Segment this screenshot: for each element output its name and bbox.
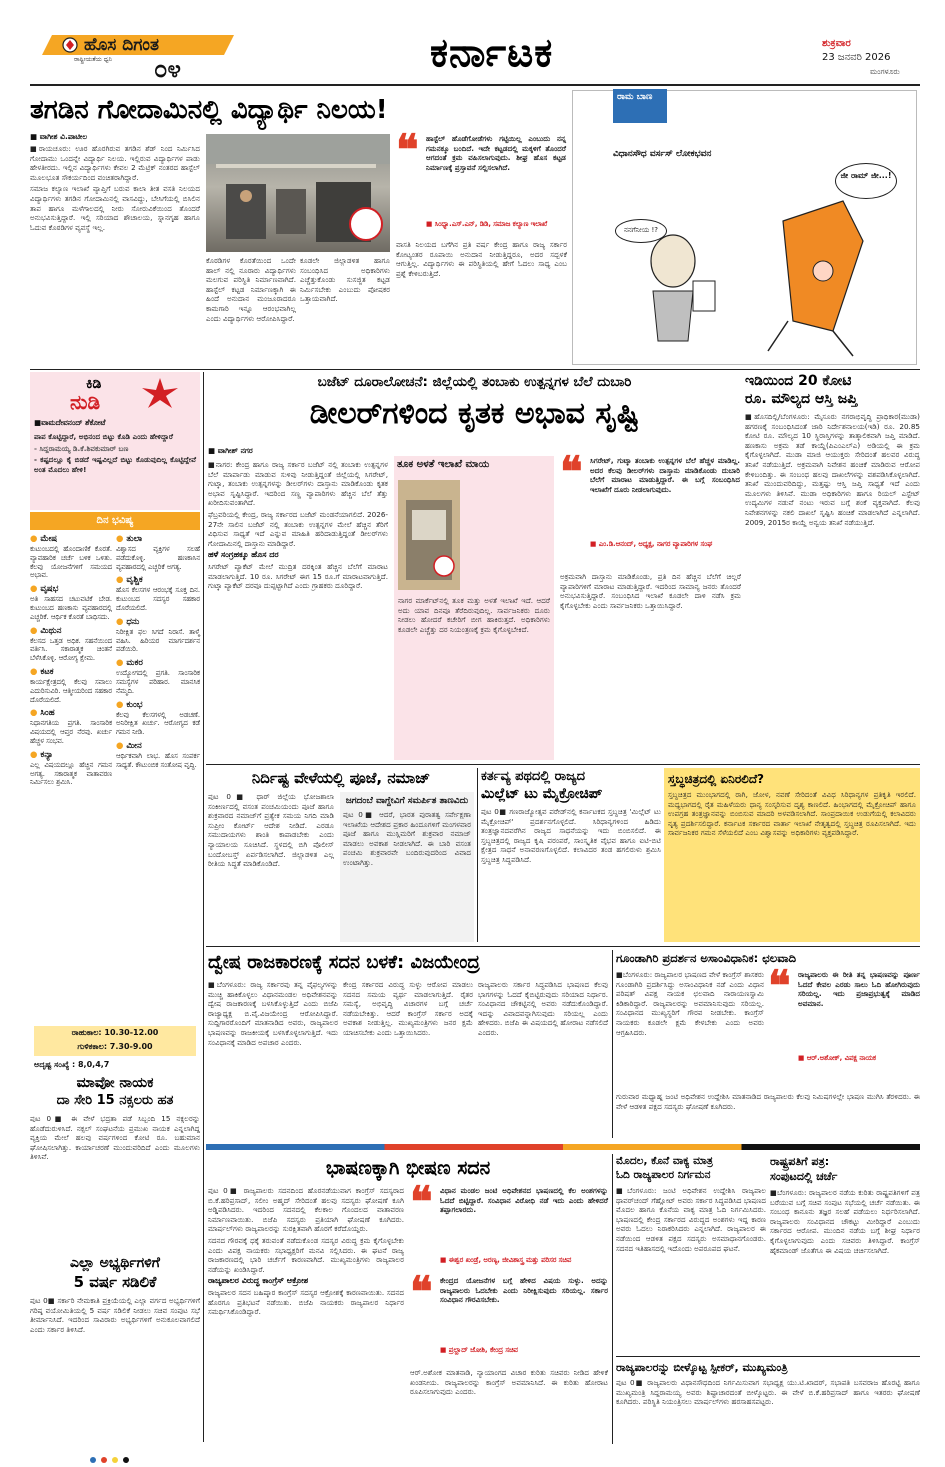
kidi-title-1: ಕಿಡಿ xyxy=(86,376,102,392)
tobacco-box-body: ನಾಗರ ಮಾರ್ಕೆಟ್‌ನಲ್ಲಿ ತೂಕ ಮತ್ತು ಅಳತೆ ಇಲಾಖೆ ಇದೆ. ಆದರೆ ಅದು ಯಾವ ದಿನವೂ ತೆರೆದಿರುವುದಿಲ್ಲ. ಸಾರ್ವಜನಿಕರು ದೂರು ನೀಡಲು ಹೋದರೆ ಕಚೇರಿಗೆ ಬೀಗ ಹಾಕಿರುತ್ತದೆ. ಅಧಿಕಾರಿಗಳು ಕೂಡಲೇ ಎಚ್ಚೆತ್ತು ದರ ನಿಯಂತ್ರಣಕ್ಕೆ ಕ್ರಮ ಕೈಗೊಳ್ಳಬೇಕಿದೆ. xyxy=(398,596,550,634)
horoscope-sign xyxy=(30,626,112,663)
horoscope-sign-name: ಮಿಥುನ xyxy=(40,625,62,636)
color-strip xyxy=(206,1144,920,1150)
horoscope-sign-text: ನಿರೀಕ್ಷಿತ ಫಲ ಸಿಗದೆ ನಿರಾಸೆ. ತಾಳ್ಮೆ ವಹಿಸಿ. ಹಿರಿಯರ ಮಾರ್ಗದರ್ಶನ ಪಡೆಯಿರಿ. xyxy=(116,627,200,654)
horoscope-sign-name: ಮೀನ xyxy=(126,740,142,751)
maoist-headline-2: ದಾ ಸೇರಿ 15 ನಕ್ಸಲರು ಹತ xyxy=(56,1093,174,1108)
horoscope-sign-name: ಮಕರ xyxy=(126,658,143,669)
cartoon-column-label: ರಾಮ ಬಾಣ xyxy=(617,92,653,102)
horoscope-sign-name: ಕನ್ಯಾ xyxy=(40,749,54,760)
pooja-rule xyxy=(477,768,478,942)
lead-body-col-4 xyxy=(396,240,567,362)
vijayendra-headline: ದ್ವೇಷ ರಾಜಕಾರಣಕ್ಕೆ ಸದನ ಬಳಕೆ: ವಿಜಯೇಂದ್ರ xyxy=(208,952,480,973)
bhashana-quote-1-by: ■ ಈಶ್ವರ ಖಂಡ್ರೆ, ಅರಣ್ಯ, ಜೀವಿಶಾಸ್ತ್ರ ಮತ್ತು ಪರಿಸರ ಸಚಿವ xyxy=(440,1256,572,1264)
goonda-quote-icon: ❝ xyxy=(768,961,791,1010)
horoscope-sign xyxy=(30,708,112,745)
maoist-body: ಪುಟ 0■ ಈ ವೇಳೆ ಭದ್ರತಾ ಪಡೆ ಸಿಬ್ಬಂದಿ 15 ನಕ್ಸಲರನ್ನು ಹೊಡೆದುರುಳಿಸಿದೆ. ನಕ್ಸಲ್ ಸಂಘಟನೆಯ ಪ್ರಮುಖ ನಾಯಕ ಎನ್ನಲಾಗಿದ್ದ ವ್ಯಕ್ತಿಯ ಮೇಲೆ ಹಲವು ವರ್ಷಗಳಿಂದ ಕೋಟಿ ರೂ. ಬಹುಮಾನ ಘೋಷಿಸಲಾಗಿತ್ತು. ಕಾರ್ಯಾಚರಣೆ ಮುಂದುವರಿದಿದೆ ಎಂದು ಮೂಲಗಳು ತಿಳಿಸಿವೆ. xyxy=(30,1114,200,1162)
print-registration-marks xyxy=(90,1448,150,1456)
pooja-story xyxy=(208,768,474,942)
horoscope-sign xyxy=(116,575,200,612)
logo xyxy=(34,33,244,83)
tobacco-sidebox xyxy=(394,456,554,760)
bhashana-quote-1 xyxy=(410,1177,608,1274)
tobacco-para-1: ■ನಾಗರ: ಕೇಂದ್ರ ಹಾಗೂ ರಾಜ್ಯ ಸರ್ಕಾರ ಬಜೆಟ್ ನಲ್ಲಿ ತಂಬಾಕು ಉತ್ಪನ್ನಗಳ ಬೆಲೆ ಮಾರ್ಪಾಡು ಮಾಡುವ ಸುಳಿವು ನೀಡುತ್ತಿದ್ದಂತೆ ಜಿಲ್ಲೆಯಲ್ಲಿ ಸಿಗರೇಟ್, ಗುಟ್ಕಾ, ತಂಬಾಕು ಉತ್ಪನ್ನಗಳನ್ನು ಡೀಲರ್‌ಗಳು ದಾಸ್ತಾನು ಮಾಡಿಕೊಂಡು ಕೃತಕ ಅಭಾವ ಸೃಷ್ಟಿಸಿದ್ದಾರೆ. ಇದರಿಂದ ಸಣ್ಣ ವ್ಯಾಪಾರಿಗಳು ಹೆಚ್ಚಿನ ಬೆಲೆ ತೆತ್ತು ಖರೀದಿಸುವಂತಾಗಿದೆ. xyxy=(208,460,388,508)
pooja-headline: ನಿರ್ದಿಷ್ಟ ವೇಳೆಯಲ್ಲಿ ಪೂಜೆ, ನಮಾಜ್ xyxy=(251,769,431,787)
tobacco-headline: ಡೀಲರ್‌ಗಳಿಂದ ಕೃತಕ ಅಭಾವ ಸೃಷ್ಟಿ xyxy=(309,396,640,431)
quote-icon: ❝ xyxy=(396,125,419,174)
rahu-kala: ರಾಹುಕಾಲ: 10.30-12.00 xyxy=(71,1028,159,1037)
row-rule-2 xyxy=(206,764,920,765)
horoscope-sign-name: ಸಿಂಹ xyxy=(40,708,55,719)
kidi-nudi-box xyxy=(30,372,200,510)
goonda-quote-by: ■ ಆರ್.ಅಶೋಕ್, ವಿಪಕ್ಷ ನಾಯಕ xyxy=(798,1054,876,1062)
age-headline-2: 5 ವರ್ಷ ಸಡಿಲಿಕೆ xyxy=(73,1273,157,1291)
lead-body-col-3 xyxy=(300,256,390,362)
age-headline-1: ಎಲ್ಲಾ ಅಭ್ಯರ್ಥಿಗಳಿಗೆ xyxy=(70,1255,160,1271)
cm-rule xyxy=(616,1356,920,1357)
horoscope-sign-name: ವೃಷಭ xyxy=(40,584,59,595)
vijayendra-col-1: ■ಬೆಂಗಳೂರು: ರಾಜ್ಯ ಸರ್ಕಾರವು ತನ್ನ ವೈಫಲ್ಯಗಳನ್ನು ಮುಚ್ಚಿ ಹಾಕಿಕೊಳ್ಳಲು ವಿಧಾನಮಂಡಲ ಅಧಿವೇಶನವನ್ನು ದ್ವೇಷ ರಾಜಕಾರಣಕ್ಕೆ ಬಳಸಿಕೊಳ್ಳುತ್ತಿದೆ ಎಂದು ಬಿಜೆಪಿ ರಾಜ್ಯಾಧ್ಯಕ್ಷ ಬಿ.ವೈ.ವಿಜಯೇಂದ್ರ ಆರೋಪಿಸಿದ್ದಾರೆ. ಸುದ್ದಿಗಾರರೊಂದಿಗೆ ಮಾತನಾಡಿದ ಅವರು, ರಾಜ್ಯಪಾಲರ ಭಾಷಣವನ್ನು ರಾಜಕೀಯಕ್ಕೆ ಬಳಸಿಕೊಳ್ಳಲಾಗುತ್ತಿದೆ. ಇದು ಸಂವಿಧಾನಕ್ಕೆ ಮಾಡಿದ ಅಪಚಾರ ಎಂದರು. xyxy=(208,980,338,1047)
kidi-text-2: - ಸಿದ್ದರಾಮಯ್ಯ ಡಿ.ಕೆ.ಶಿವಕುಮಾರ್ ಬಣ xyxy=(34,443,129,453)
shop-shutter-photo-icon xyxy=(398,480,460,590)
lead-para-4: ಕೂಡಲೇ ಜಿಲ್ಲಾಡಳಿತ ಹಾಗೂ ಸಂಬಂಧಿಸಿದ ಅಧಿಕಾರಿಗಳು ಎಚ್ಚೆತ್ತುಕೊಂಡು ಸುಸಜ್ಜಿತ ಕಟ್ಟಡ ನಿರ್ಮಿಸಬೇಕು ಎಂಬುದು ಪೋಷಕರ ಒತ್ತಾಯವಾಗಿದೆ. xyxy=(300,256,390,304)
millet-body: ಪುಟ 0■ ಗಣರಾಜ್ಯೋತ್ಸವ ಪರೇಡ್‌ನಲ್ಲಿ ಕರ್ನಾಟಕದ ಸ್ತಬ್ಧಚಿತ್ರ 'ಮಿಲ್ಲೆಟ್ ಟು ಮೈಕ್ರೋಚಿಪ್' ಪ್ರದರ್ಶನಗೊಳ್ಳಲಿದೆ. ಸಿರಿಧಾನ್ಯಗಳಿಂದ ಹಿಡಿದು ತಂತ್ರಜ್ಞಾನದವರೆಗಿನ ರಾಜ್ಯದ ಸಾಧನೆಯನ್ನು ಇದು ಬಿಂಬಿಸಲಿದೆ. ಈ ಸ್ತಬ್ಧಚಿತ್ರದಲ್ಲಿ ರಾಜ್ಯದ ಕೃಷಿ ಪರಂಪರೆ, ಸಾಂಸ್ಕೃತಿಕ ವೈಭವ ಹಾಗೂ ಐಟಿ-ಬಿಟಿ ಕ್ಷೇತ್ರದ ಸಾಧನೆ ಅನಾವರಣಗೊಳ್ಳಲಿದೆ. ಕಲಾವಿದರ ತಂಡ ಹಗಲಿರುಳು ಶ್ರಮಿಸಿ ಸ್ತಬ್ಧಚಿತ್ರ ಸಿದ್ಧಪಡಿಸಿದೆ. xyxy=(481,807,661,864)
masthead-rule xyxy=(30,84,920,86)
pooja-box xyxy=(340,792,474,942)
horoscope-sign xyxy=(30,667,112,704)
horoscope-times xyxy=(34,1026,196,1056)
goonda-body: ■ಬೆಂಗಳೂರು: ರಾಜ್ಯಪಾಲರ ಭಾಷಣದ ವೇಳೆ ಕಾಂಗ್ರೆಸ್ ಶಾಸಕರು ಗೂಂಡಾಗಿರಿ ಪ್ರದರ್ಶಿಸಿದ್ದು ಅಸಾಂವಿಧಾನಿಕ ನಡೆ ಎಂದು ವಿಧಾನ ಪರಿಷತ್ ವಿಪಕ್ಷ ನಾಯಕ ಛಲವಾದಿ ನಾರಾಯಣಸ್ವಾಮಿ ಕಿಡಿಕಾರಿದ್ದಾರೆ. ರಾಜ್ಯಪಾಲರನ್ನು ಅವಮಾನಿಸುವುದು ಸರಿಯಲ್ಲ. ಸಂವಿಧಾನದ ಮುಖ್ಯಸ್ಥರಿಗೆ ಗೌರವ ನೀಡಬೇಕು. ಕಾಂಗ್ರೆಸ್ ನಾಯಕರು ಕೂಡಲೇ ಕ್ಷಮೆ ಕೇಳಬೇಕು ಎಂದು ಅವರು ಆಗ್ರಹಿಸಿದರು. xyxy=(616,970,764,1037)
horoscope-sign-text: ಎಲ್ಲ ವಿಷಯದಲ್ಲೂ ಹೆಚ್ಚಿನ ಗಮನ ಅಗತ್ಯ. ಸಕಾರಾತ್ಮಕ ವಾತಾವರಣ ನಿರ್ಮಿಸಲು ಶ್ರಮಿಸಿ. xyxy=(30,760,112,787)
president-story xyxy=(770,1154,920,1354)
first-last-headline-2: ಓದಿ ರಾಜ್ಯಪಾಲರ ನಿರ್ಗಮನ xyxy=(616,1169,711,1181)
kidi-text xyxy=(34,432,196,476)
horoscope-sign-text: ನಿಧಾನಗತಿಯ ಪ್ರಗತಿ. ಸಾಂಸಾರಿಕ ವಿಷಯದಲ್ಲಿ ಆಪ್ತರ ನೆರವು. ಖರ್ಚು ಹೆಚ್ಚಳ ಸಂಭವ. xyxy=(30,719,112,745)
tobacco-quote xyxy=(560,447,741,566)
bhashana-quote-2-icon: ❝ xyxy=(410,1267,433,1316)
logo-text: ಹೊಸ ದಿಗಂತ xyxy=(84,35,159,55)
lead-byline: ■ ವಾಗೀಶ ವಿ.ಪಾಟೀಲ xyxy=(30,132,88,141)
horoscope-sign-text: ಕೆಲಸದ ಒತ್ತಡ ಅಧಿಕ. ಸಹನೆಯಿಂದ ವರ್ತಿಸಿ. ಸಕಾರಾತ್ಮಕ ಚಿಂತನೆ ಬೆಳೆಸಿಕೊಳ್ಳಿ. ಆರೋಗ್ಯ ಕ್ಷೇಮ. xyxy=(30,636,112,663)
cartoon-panel xyxy=(572,90,917,365)
horoscope-sign-text: ಕೆಲವು ಕೆಲಸಗಳಲ್ಲಿ ಅಡಚಣೆ. ಅನಿರೀಕ್ಷಿತ ಖರ್ಚು. ಆರೋಗ್ಯದ ಕಡೆ ಗಮನ ನೀಡಿ. xyxy=(116,710,200,737)
lead-para-2: ಸಮಾಜ ಕಲ್ಯಾಣ ಇಲಾಖೆ ವ್ಯಾಪ್ತಿಗೆ ಬರುವ ಕಾಲಾ ತೀತ ವಸತಿ ನಿಲಯದ ವಿದ್ಯಾರ್ಥಿಗಳು ತಗಡಿನ ಗೋದಾಮಿನಲ್ಲಿ ವಾಸವಿದ್ದು, ಬೇಸಿಗೆಯಲ್ಲಿ ಬಿಸಿಲಿನ ತಾಪ ಹಾಗೂ ಮಳೆಗಾಲದಲ್ಲಿ ನೀರು ಸೋರುವಿಕೆಯಿಂದ ತೊಂದರೆ ಅನುಭವಿಸುತ್ತಿದ್ದಾರೆ. ಇಲ್ಲಿ ಸರಿಯಾದ ಶೌಚಾಲಯ, ಸ್ನಾನಗೃಹ ಹಾಗೂ ಓದುವ ಕೊಠಡಿಗಳ ವ್ಯವಸ್ಥೆ ಇಲ್ಲ. xyxy=(30,184,200,232)
maoist-story xyxy=(30,1074,200,1250)
zodiac-icon: ● xyxy=(116,616,124,627)
pooja-box-body: ಪುಟ 0■ ಆದರೆ, ಭಾರತ ಪುರಾತತ್ವ ಸರ್ವೇಕ್ಷಣಾ ಇಲಾಖೆಯ ಆದೇಶದ ಪ್ರಕಾರ ಹಿಂದೂಗಳಿಗೆ ಮಂಗಳವಾರ ಪೂಜೆ ಹಾಗೂ ಮುಸ್ಲಿಮರಿಗೆ ಶುಕ್ರವಾರ ನಮಾಜ್ ಮಾಡಲು ಅವಕಾಶ ನೀಡಲಾಗಿದೆ. ಈ ಬಾರಿ ವಸಂತ ಪಂಚಮಿ ಶುಕ್ರವಾರವೇ ಬಂದಿರುವುದರಿಂದ ವಿವಾದ ಉಂಟಾಗಿತ್ತು. xyxy=(343,810,471,867)
horoscope xyxy=(30,512,200,787)
bhashana-story xyxy=(208,1154,608,1444)
horoscope-sign-name: ಮೇಷ xyxy=(40,534,58,544)
horoscope-sign-text: ಆರ್ಥಿಕವಾಗಿ ಲಾಭ. ಹೊಸ ಸಂಪರ್ಕ ಸಾಧ್ಯತೆ. ಕೌಟುಂಬಿಕ ಸಂತೋಷ ವೃದ್ಧಿ. xyxy=(116,751,200,769)
cm-body: ಪುಟ 0■ ರಾಜ್ಯಪಾಲರು ವಿಧಾನಸೌಧದಿಂದ ನಿರ್ಗಮಿಸುವಾಗ ಸಭಾಧ್ಯಕ್ಷ ಯು.ಟಿ.ಖಾದರ್, ಸಭಾಪತಿ ಬಸವರಾಜ ಹೊರಟ್ಟಿ ಹಾಗೂ ಮುಖ್ಯಮಂತ್ರಿ ಸಿದ್ದರಾಮಯ್ಯ ಅವರು ಶಿಷ್ಟಾಚಾರದಂತೆ ಬೀಳ್ಕೊಟ್ಟರು. ಈ ವೇಳೆ ಬಿ.ಕೆ.ಹರಿಪ್ರಸಾದ್ ಹಾಗೂ ಇತರರು ಘೋಷಣೆ ಕೂಗಿದರು. ಪರಿಸ್ಥಿತಿ ನಿಯಂತ್ರಿಸಲು ಮಾರ್ಷಲ್‌ಗಳು ಹರಸಾಹಸಪಟ್ಟರು. xyxy=(616,1378,920,1407)
zodiac-icon: ● xyxy=(116,740,124,751)
tobacco-story xyxy=(208,372,741,760)
horoscope-sign-text: ಕುಟುಂಬದಲ್ಲಿ ಹೊಂದಾಣಿಕೆ ಕೊರತೆ. ವ್ಯಾವಹಾರಿಕ ಚರ್ಚೆ ಬಳಿಕ ಒಳಿತು. ಕೆಲವು ಯೋಜನೆಗಳಿಗೆ ಸಮಯದ ಅಭಾವ. xyxy=(30,545,112,580)
horoscope-sign xyxy=(30,534,112,580)
first-last-body: ■ಬೆಂಗಳೂರು: ಜಂಟಿ ಅಧಿವೇಶನ ಉದ್ದೇಶಿಸಿ ರಾಜ್ಯಪಾಲ ಥಾವರ್‌ಚಂದ್ ಗೆಹ್ಲೋಟ್ ಅವರು ಸರ್ಕಾರ ಸಿದ್ಧಪಡಿಸಿದ ಭಾಷಣದ ಮೊದಲ ಹಾಗೂ ಕೊನೆಯ ವಾಕ್ಯ ಮಾತ್ರ ಓದಿ ನಿರ್ಗಮಿಸಿದರು. ಭಾಷಣದಲ್ಲಿ ಕೇಂದ್ರ ಸರ್ಕಾರದ ವಿರುದ್ಧದ ಅಂಶಗಳು ಇದ್ದ ಕಾರಣ ಅವರು ಓದಲು ನಿರಾಕರಿಸಿದರು ಎನ್ನಲಾಗಿದೆ. ರಾಜ್ಯಪಾಲರ ಈ ನಡೆಯಿಂದ ಆಡಳಿತ ಪಕ್ಷದ ಸದಸ್ಯರು ಅಸಮಾಧಾನಗೊಂಡರು. ಸದನದ ಇತಿಹಾಸದಲ್ಲಿ ಇದೊಂದು ಅಪರೂಪದ ಘಟನೆ. xyxy=(616,1186,766,1253)
zodiac-icon: ● xyxy=(30,534,38,544)
zodiac-icon: ● xyxy=(116,699,124,710)
tobacco-para-4: ಅಕ್ರಮವಾಗಿ ದಾಸ್ತಾನು ಮಾಡಿಕೊಂಡು, ಪ್ರತಿ ದಿನ ಹೆಚ್ಚಿನ ಬೆಲೆಗೆ ಚಿಲ್ಲರೆ ವ್ಯಾಪಾರಿಗಳಿಗೆ ಮಾರಾಟ ಮಾಡುತ್ತಿದ್ದಾರೆ. ಇದರಿಂದ ಸಾಮಾನ್ಯ ಜನರು ತೊಂದರೆ ಅನುಭವಿಸುತ್ತಿದ್ದಾರೆ. ಸಂಬಂಧಿಸಿದ ಇಲಾಖೆ ಕೂಡಲೇ ದಾಳಿ ನಡೆಸಿ ಕ್ರಮ ಕೈಗೊಳ್ಳಬೇಕು ಎಂದು ಸಾರ್ವಜನಿಕರು ಒತ್ತಾಯಿಸಿದ್ದಾರೆ. xyxy=(560,572,741,610)
zodiac-icon: ● xyxy=(30,666,38,677)
cartoon-bubble-1-text: ಜೀ ರಾಮ್ ಜೀ...! xyxy=(840,171,892,180)
zodiac-icon: ● xyxy=(116,658,124,669)
president-body: ■ಬೆಂಗಳೂರು: ರಾಜ್ಯಪಾಲರ ನಡೆಯ ಕುರಿತು ರಾಷ್ಟ್ರಪತಿಗಳಿಗೆ ಪತ್ರ ಬರೆಯುವ ಬಗ್ಗೆ ಸಚಿವ ಸಂಪುಟ ಸಭೆಯಲ್ಲಿ ಚರ್ಚೆ ನಡೆಯಿತು. ಈ ಸಂಬಂಧ ಕಾನೂನು ತಜ್ಞರ ಸಲಹೆ ಪಡೆಯಲು ನಿರ್ಧರಿಸಲಾಗಿದೆ. ರಾಜ್ಯಪಾಲರು ಸಂವಿಧಾನದ ಚೌಕಟ್ಟು ಮೀರಿದ್ದಾರೆ ಎಂಬುದು ಸರ್ಕಾರದ ಆರೋಪ. ಮುಂದಿನ ನಡೆಯ ಬಗ್ಗೆ ಶೀಘ್ರ ನಿರ್ಧಾರ ಕೈಗೊಳ್ಳಲಾಗುವುದು ಎಂದು ಸಚಿವರು ತಿಳಿಸಿದ್ದಾರೆ. ಕಾಂಗ್ರೆಸ್ ಹೈಕಮಾಂಡ್ ಜೊತೆಗೂ ಈ ವಿಷಯ ಚರ್ಚಿಸಲಾಗಿದೆ. xyxy=(770,1188,920,1255)
horoscope-sign-text: ಉದ್ಯೋಗದಲ್ಲಿ ಪ್ರಗತಿ. ಸಾಂಸಾರಿಕ ಸಮಸ್ಯೆಗಳ ಪರಿಹಾರ. ಮಾನಸಿಕ ನೆಮ್ಮದಿ. xyxy=(116,669,200,695)
lead-quote-box xyxy=(396,125,567,234)
zodiac-icon: ● xyxy=(30,625,38,636)
horoscope-title: ದಿನ ಭವಿಷ್ಯ xyxy=(96,515,134,526)
lead-headline: ತಗಡಿನ ಗೋದಾಮಿನಲ್ಲಿ ವಿದ್ಯಾರ್ಥಿ ನಿಲಯ! xyxy=(30,95,388,125)
age-body: ಪುಟ 0■ ಸರ್ಕಾರಿ ನೇಮಕಾತಿ ಪ್ರಕ್ರಿಯೆಯಲ್ಲಿ ಎಲ್ಲಾ ವರ್ಗದ ಅಭ್ಯರ್ಥಿಗಳಿಗೆ ಗರಿಷ್ಠ ವಯೋಮಿತಿಯಲ್ಲಿ 5 ವರ್ಷ ಸಡಿಲಿಕೆ ನೀಡಲು ಸಚಿವ ಸಂಪುಟ ಸಭೆ ತೀರ್ಮಾನಿಸಿದೆ. ಇದರಿಂದ ಸಾವಿರಾರು ಅಭ್ಯರ್ಥಿಗಳಿಗೆ ಅನುಕೂಲವಾಗಲಿದೆ ಎಂದು ಸರ್ಕಾರ ತಿಳಿಸಿದೆ. xyxy=(30,1296,200,1334)
cartoon-bubble-2 xyxy=(615,219,667,243)
gulika-kala: ಗುಳಿಕಕಾಲ: 7.30-9.00 xyxy=(77,1042,153,1051)
lead-para-1: ■ರಾಯಚೂರು: ಊರ ಹೊರಗಿರುವ ತಗಡಿನ ಶೆಡ್ ನಿಂದ ನಿರ್ಮಿಸಿದ ಗೋದಾಮು ಒಂದನ್ನೇ ವಿದ್ಯಾರ್ಥಿ ನಿಲಯ. ಇಲ್ಲಿರುವ ವಿದ್ಯಾರ್ಥಿಗಳ ಪಾಡು ಹೇಳತೀರದು. ಇಲ್ಲಿನ ವಿದ್ಯಾರ್ಥಿಗಳು ಕೇವಲ 2 ಮೆಟ್ರಿಕ್ ನಂತರದ ಹಾಸ್ಟೆಲ್ ಮೂಲಭೂತ ಸೌಕರ್ಯದಿಂದ ವಂಚಿತರಾಗಿದ್ದಾರೆ. xyxy=(30,144,200,182)
tobacco-box-title: ತೂಕ ಅಳತೆ ಇಲಾಖೆ ಮಾಯ xyxy=(397,459,490,470)
cm-headline: ರಾಜ್ಯಪಾಲರನ್ನು ಬೀಳ್ಕೊಟ್ಟ ಸ್ಪೀಕರ್, ಮುಖ್ಯಮಂತ್ರಿ xyxy=(616,1361,788,1374)
cartoon-bubble-2-text: ನನಗೆನೀಯ !? xyxy=(623,226,658,234)
bhashana-quote-1-icon: ❝ xyxy=(410,1177,433,1226)
zodiac-icon: ● xyxy=(30,584,38,595)
president-headline-2: ಸಂಪುಟದಲ್ಲಿ ಚರ್ಚೆ xyxy=(770,1170,838,1183)
section-title: ಕರ್ನಾಟಕ xyxy=(430,30,554,76)
cm-story xyxy=(616,1360,920,1444)
ed-story xyxy=(745,372,920,760)
cartoon-title: ವಿಧಾನಸೌಧ ವರ್ಸಸ್ ಲೋಕಭವನ xyxy=(613,149,712,159)
bhashana-rule xyxy=(612,1154,613,1444)
issue-day: ಶುಕ್ರವಾರ xyxy=(822,38,851,49)
tobacco-para-3: ಸಿಗರೇಟ್ ಪ್ಯಾಕೆಟ್ ಮೇಲೆ ಮುದ್ರಿತ ದರಕ್ಕಿಂತ ಹೆಚ್ಚಿನ ಬೆಲೆಗೆ ಮಾರಾಟ ಮಾಡಲಾಗುತ್ತಿದೆ. 10 ರೂ. ಸಿಗರೇಟ್ ಈಗ 15 ರೂ.ಗೆ ಮಾರಾಟವಾಗುತ್ತಿದೆ. ಗುಟ್ಕಾ ಪ್ಯಾಕೆಟ್ ದರವೂ ದುಪ್ಪಟ್ಟಾಗಿದೆ ಎಂದು ಗ್ರಾಹಕರು ದೂರಿದ್ದಾರೆ. xyxy=(208,561,388,591)
issue-date: 23 ಜನವರಿ 2026 xyxy=(822,52,891,63)
cartoon-column-badge xyxy=(613,89,667,123)
goonda-body-2: ಗುರುವಾರ ಮಧ್ಯಾಹ್ನ ಜಂಟಿ ಅಧಿವೇಶನ ಉದ್ದೇಶಿಸಿ ಮಾತನಾಡಿದ ರಾಜ್ಯಪಾಲರು ಕೆಲವು ನಿಮಿಷಗಳಲ್ಲೇ ಭಾಷಣ ಮುಗಿಸಿ ತೆರಳಿದರು. ಈ ವೇಳೆ ಆಡಳಿತ ಪಕ್ಷದ ಸದಸ್ಯರು ಘೋಷಣೆ ಕೂಗಿದರು. xyxy=(616,1092,920,1111)
millet-headline-2: ಮಿಲ್ಲೆಟ್ ಟು ಮೈಕ್ರೋಚಿಪ್ xyxy=(481,786,603,802)
tableau-body: ಸ್ತಬ್ಧಚಿತ್ರದ ಮುಂಭಾಗದಲ್ಲಿ ರಾಗಿ, ಜೋಳ, ನವಣೆ ಸೇರಿದಂತೆ ವಿವಿಧ ಸಿರಿಧಾನ್ಯಗಳ ಪ್ರತಿಕೃತಿ ಇರಲಿದೆ. ಮಧ್ಯಭಾಗದಲ್ಲಿ ರೈತ ಮಹಿಳೆಯರು ಧಾನ್ಯ ಸಂಸ್ಕರಿಸುವ ದೃಶ್ಯ ಕಾಣಲಿದೆ. ಹಿಂಭಾಗದಲ್ಲಿ ಮೈಕ್ರೋಚಿಪ್ ಹಾಗೂ ಉಪಗ್ರಹ ತಂತ್ರಜ್ಞಾನವನ್ನು ಬಿಂಬಿಸುವ ಮಾದರಿ ಅಳವಡಿಸಲಾಗಿದೆ. ಸಾಂಪ್ರದಾಯಿಕ ಉಡುಗೆಯಲ್ಲಿ ಕಲಾವಿದರು ನೃತ್ಯ ಪ್ರದರ್ಶಿಸಲಿದ್ದಾರೆ. ಕರ್ನಾಟಕ ಸರ್ಕಾರದ ವಾರ್ತಾ ಇಲಾಖೆ ನೇತೃತ್ವದಲ್ಲಿ ಸ್ತಬ್ಧಚಿತ್ರ ರೂಪಿಸಲಾಗಿದೆ. ಇದು ಸಾರ್ವಜನಿಕರ ಗಮನ ಸೆಳೆಯಲಿದೆ ಎಂಬ ವಿಶ್ವಾಸವನ್ನು ಅಧಿಕಾರಿಗಳು ವ್ಯಕ್ತಪಡಿಸಿದ್ದಾರೆ. xyxy=(668,790,916,838)
horoscope-sign-text: ವಿಶ್ವಾಸದ ವ್ಯಕ್ತಿಗಳ ಸಲಹೆ ಪಡೆದುಕೊಳ್ಳಿ. ಹಣಕಾಸಿನ ವ್ಯವಹಾರದಲ್ಲಿ ಎಚ್ಚರಿಕೆ ಅಗತ್ಯ. xyxy=(116,545,200,571)
horoscope-left-column xyxy=(30,534,112,791)
horoscope-sign-name: ಕಟಕ xyxy=(40,666,54,677)
horoscope-sign xyxy=(116,700,200,737)
kidi-byline: ■ವಾಮದೇವನಂದ್ ಶೆಕೋಟೆ xyxy=(34,418,106,427)
bhashana-para-1: ಪುಟ 0■ ರಾಜ್ಯಪಾಲರು ಸದನದಿಂದ ಹೊರನಡೆಯುವಾಗ ಕಾಂಗ್ರೆಸ್ ಸದಸ್ಯರಾದ ಬಿ.ಕೆ.ಹರಿಪ್ರಸಾದ್, ಸಲೀಂ ಅಹ್ಮದ್ ಸೇರಿದಂತೆ ಹಲವು ಸದಸ್ಯರು ಘೋಷಣೆ ಕೂಗಿ ಅಡ್ಡಿಪಡಿಸಿದರು. ಇದರಿಂದ ಸದನದಲ್ಲಿ ಕೆಲಕಾಲ ಗೊಂದಲದ ವಾತಾವರಣ ನಿರ್ಮಾಣವಾಯಿತು. ಬಿಜೆಪಿ ಸದಸ್ಯರು ಪ್ರತಿಯಾಗಿ ಘೋಷಣೆ ಕೂಗಿದರು. ಮಾರ್ಷಲ್‌ಗಳು ರಾಜ್ಯಪಾಲರನ್ನು ಸುರಕ್ಷಿತವಾಗಿ ಹೊರಗೆ ಕರೆದೊಯ್ದರು. xyxy=(208,1186,404,1234)
cartoon-bubble-1 xyxy=(835,163,897,199)
vijayendra-rule xyxy=(612,950,613,1138)
millet-story xyxy=(481,768,661,942)
horoscope-title-bar xyxy=(30,512,200,530)
bhashana-headline: ಭಾಷಣಕ್ಕಾಗಿ ಭೀಷಣ ಸದನ xyxy=(325,1157,491,1179)
president-headline-1: ರಾಷ್ಟ್ರಪತಿಗೆ ಪತ್ರ: xyxy=(770,1155,830,1168)
row-rule-1 xyxy=(30,369,920,370)
zodiac-icon: ● xyxy=(30,749,38,760)
horoscope-sign-name: ಧನು xyxy=(126,616,140,627)
tobacco-subhead: ಹಳೆ ಸಂಗ್ರಹಕ್ಕೂ ಹೊಸ ದರ xyxy=(208,550,279,560)
bhashana-para-3: ರಾಜ್ಯಪಾಲರ ಸದನ ಬಹಿಷ್ಕಾರ ಕಾಂಗ್ರೆಸ್ ಸದಸ್ಯರ ಆಕ್ರೋಶಕ್ಕೆ ಕಾರಣವಾಯಿತು. ಸದನದ ಹೊರಗೂ ಪ್ರತಿಭಟನೆ ನಡೆಯಿತು. ಬಿಜೆಪಿ ನಾಯಕರು ರಾಜ್ಯಪಾಲರ ನಿರ್ಧಾರ ಸಮರ್ಥಿಸಿಕೊಂಡಿದ್ದಾರೆ. xyxy=(208,1287,404,1317)
horoscope-sign xyxy=(116,741,200,770)
horoscope-sign-name: ವೃಶ್ಚಿಕ xyxy=(126,575,143,586)
lead-para-5: ವಾಸತಿ ನಿಲಯದ ಬಗೆಗಿನ ಪ್ರತಿ ವರ್ಷ ಕೇಂದ್ರ ಹಾಗೂ ರಾಜ್ಯ ಸರ್ಕಾರ ಕೋಟ್ಯಂತರ ರೂಪಾಯಿ ಅನುದಾನ ನೀಡುತ್ತಿದ್ದರೂ, ಅದರ ಸದ್ಬಳಕೆ ಆಗುತ್ತಿಲ್ಲ. ವಿದ್ಯಾರ್ಥಿಗಳು ಈ ಪರಿಸ್ಥಿತಿಯಲ್ಲಿ ಹೇಗೆ ಓದಲು ಸಾಧ್ಯ ಎಂಬ ಪ್ರಶ್ನೆ ಕೇಳಿಬರುತ್ತಿದೆ. xyxy=(396,240,567,278)
hostel-interior-photo-icon xyxy=(206,134,390,252)
horoscope-sign-text: ಹೊಸ ಕೆಲಸಗಳ ಆರಂಭಕ್ಕೆ ಸೂಕ್ತ ದಿನ. ಕುಟುಂಬದ ಸದಸ್ಯರ ಸಹಕಾರ ದೊರೆಯಲಿದೆ. xyxy=(116,586,200,612)
zodiac-icon: ● xyxy=(30,708,38,719)
millet-headline-1: ಕರ್ತವ್ಯ ಪಥದಲ್ಲಿ ರಾಜ್ಯದ xyxy=(481,769,586,784)
vijayendra-story xyxy=(208,950,608,1138)
spark-icon xyxy=(140,378,180,408)
logo-tagline: ರಾಷ್ಟ್ರೀಯತೆಯ ಧ್ವನಿ xyxy=(74,56,112,63)
lead-photo xyxy=(206,134,390,252)
tableau-headline: ಸ್ತಬ್ಧಚಿತ್ರದಲ್ಲಿ ಏನಿರಲಿದೆ? xyxy=(668,772,765,786)
tableau-box xyxy=(664,768,920,942)
horoscope-sign-name: ಕುಂಭ xyxy=(126,699,143,710)
bhashana-para-2: ಸದನದ ಗೌರವಕ್ಕೆ ಧಕ್ಕೆ ತರುವಂತೆ ನಡೆದುಕೊಂಡ ಸದಸ್ಯರ ವಿರುದ್ಧ ಕ್ರಮ ಕೈಗೊಳ್ಳಬೇಕು ಎಂದು ವಿಪಕ್ಷ ನಾಯಕರು ಸಭಾಧ್ಯಕ್ಷರಿಗೆ ಮನವಿ ಸಲ್ಲಿಸಿದರು. ಈ ಘಟನೆ ರಾಜ್ಯ ರಾಜಕಾರಣದಲ್ಲಿ ಭಾರಿ ಚರ್ಚೆಗೆ ಕಾರಣವಾಗಿದೆ. ಮುಖ್ಯಮಂತ್ರಿಗಳು ರಾಜ್ಯಪಾಲರ ನಡೆಯನ್ನು ಖಂಡಿಸಿದ್ದಾರೆ. xyxy=(208,1235,404,1274)
horoscope-sign xyxy=(116,658,200,695)
lucky-number: ಅದೃಷ್ಟ ಸಂಖ್ಯೆ : 8,0,4,7 xyxy=(34,1060,110,1069)
ed-body: ■ಹೊಸದಿಲ್ಲಿ/ಬೆಂಗಳೂರು: ಮೈಸೂರು ನಗರಾಭಿವೃದ್ಧಿ ಪ್ರಾಧಿಕಾರ(ಮುಡಾ) ಹಗರಣಕ್ಕೆ ಸಂಬಂಧಿಸಿದಂತೆ ಜಾರಿ ನಿರ್ದೇಶನಾಲಯ(ಇಡಿ) ರೂ. 20.85 ಕೋಟಿ ರೂ. ಮೌಲ್ಯದ 10 ಸ್ಥಿರಾಸ್ತಿಗಳನ್ನು ತಾತ್ಕಾಲಿಕವಾಗಿ ಜಪ್ತಿ ಮಾಡಿದೆ. ಹಣಕಾಸು ಅಕ್ರಮ ತಡೆ ಕಾಯ್ದೆ(ಪಿಎಂಎಲ್‌ಎ) ಅಡಿಯಲ್ಲಿ ಈ ಕ್ರಮ ಕೈಗೊಳ್ಳಲಾಗಿದೆ. ಮುಡಾ ಮಾಜಿ ಆಯುಕ್ತರು ಸೇರಿದಂತೆ ಹಲವರ ವಿರುದ್ಧ ತನಿಖೆ ನಡೆಯುತ್ತಿದೆ. ಅಕ್ರಮವಾಗಿ ನಿವೇಶನ ಹಂಚಿಕೆ ಮಾಡಿರುವ ಆರೋಪ ಕೇಳಿಬಂದಿತ್ತು. ಈ ಸಂಬಂಧ ಹಲವು ದಾಖಲೆಗಳನ್ನು ವಶಪಡಿಸಿಕೊಳ್ಳಲಾಗಿದೆ. ತನಿಖೆ ಮುಂದುವರಿದಿದ್ದು, ಮತ್ತಷ್ಟು ಆಸ್ತಿ ಜಪ್ತಿ ಸಾಧ್ಯತೆ ಇದೆ ಎಂದು ಮೂಲಗಳು ತಿಳಿಸಿವೆ. ಮುಡಾ ಅಧಿಕಾರಿಗಳು ಹಾಗೂ ರಿಯಲ್ ಎಸ್ಟೇಟ್ ಉದ್ಯಮಿಗಳ ನಡುವೆ ನಂಟು ಇರುವ ಬಗ್ಗೆ ಶಂಕೆ ವ್ಯಕ್ತವಾಗಿದೆ. ಕೆಲವು ನಿವೇಶನಗಳನ್ನು ನಕಲಿ ದಾಖಲೆ ಸೃಷ್ಟಿಸಿ ಹಂಚಿಕೆ ಮಾಡಲಾಗಿದೆ ಎನ್ನಲಾಗಿದೆ. 2009, 2015ರ ಕಾಯ್ದೆ ಅನ್ವಯ ತನಿಖೆ ನಡೆಯುತ್ತಿದೆ. xyxy=(745,412,920,527)
zodiac-icon: ● xyxy=(116,575,124,586)
left-col-rule xyxy=(203,372,204,1442)
bhashana-quote-1-text: ವಿಧಾನ ಮಂಡಲ ಜಂಟಿ ಅಧಿವೇಶನದ ಭಾಷಣದಲ್ಲಿ ಕೆಲ ಅಂಶಗಳನ್ನು ಓದದೆ ಬಿಟ್ಟಿದ್ದಾರೆ. ಸಂವಿಧಾನ ವಿರೋಧಿ ನಡೆ ಇದು ಎಂದು ಹೇಳಿದರೆ ತಪ್ಪಾಗಲಾರದು. xyxy=(440,1186,608,1215)
ed-headline-1: ಇಡಿಯಿಂದ 20 ಕೋಟಿ xyxy=(745,373,852,389)
goonda-quote xyxy=(768,961,920,1066)
vijayendra-col-3: ರಾಜ್ಯಪಾಲರು ಸರ್ಕಾರ ಸಿದ್ಧಪಡಿಸಿದ ಭಾಷಣದ ಕೆಲವು ಭಾಗಗಳನ್ನು ಓದದೆ ಕೈಬಿಟ್ಟಿರುವುದು ಸರಿಯಾದ ನಿರ್ಧಾರ. ಸಂವಿಧಾನದ ಚೌಕಟ್ಟಿನಲ್ಲಿ ಅವರು ನಡೆದುಕೊಂಡಿದ್ದಾರೆ. ಇದನ್ನು ವಿವಾದವನ್ನಾಗಿಸುವುದು ಸರಿಯಲ್ಲ ಎಂದು ಹೇಳಿದರು. ಬಿಜೆಪಿ ಈ ವಿಷಯದಲ್ಲಿ ಹೋರಾಟ ನಡೆಸಲಿದೆ ಎಂದರು. xyxy=(478,980,608,1037)
kidi-text-1: ಪಾಪ ಕೊಟ್ಟಿದ್ದಾರೆ, ಅಭಿನಂದ ಬಿಟ್ಟು ಕೊಡಿ ಎಂದು ಹೇಳಿದ್ದಾರೆ xyxy=(34,432,173,441)
horoscope-sign xyxy=(30,750,112,787)
lead-para-3: ಕೊಠಡಿಗಳ ಕೊರತೆಯಿಂದ ಒಂದೇ ಹಾಲ್ ನಲ್ಲಿ ನೂರಾರು ವಿದ್ಯಾರ್ಥಿಗಳು ಮಲಗುವ ಪರಿಸ್ಥಿತಿ ನಿರ್ಮಾಣವಾಗಿದೆ. ಹಾಸ್ಟೆಲ್ ಕಟ್ಟಡ ನಿರ್ಮಾಣಕ್ಕಾಗಿ ಈ ಹಿಂದೆ ಅನುದಾನ ಮಂಜೂರಾದರೂ ಕಾಮಗಾರಿ ಇನ್ನೂ ಆರಂಭವಾಗಿಲ್ಲ ಎಂದು ವಿದ್ಯಾರ್ಥಿಗಳು ಆರೋಪಿಸಿದ್ದಾರೆ. xyxy=(206,256,296,323)
tobacco-quote-text: ಸಿಗರೇಟ್, ಗುಟ್ಕಾ ತಂಬಾಕು ಉತ್ಪನ್ನಗಳ ಬೆಲೆ ಹೆಚ್ಚಳ ಮಾಡಿಲ್ಲ. ಅದರ ಕೆಲವು ಡೀಲರ್‌ಗಳು ದಾಸ್ತಾನು ಮಾಡಿಕೊಂಡು ದುಬಾರಿ ಬೆಲೆಗೆ ಮಾರಾಟ ಮಾಡುತ್ತಿದ್ದಾರೆ. ಈ ಬಗ್ಗೆ ಸಂಬಂಧಿಸಿದ ಇಲಾಖೆಗೆ ದೂರು ನೀಡಲಾಗುವುದು. xyxy=(590,456,740,494)
tobacco-quote-icon: ❝ xyxy=(560,447,583,496)
bhashana-quote-2-by: ■ ಪ್ರಲ್ಹಾದ್ ಜೋಶಿ, ಕೇಂದ್ರ ಸಚಿವ xyxy=(440,1346,518,1354)
page-number: ೦೪ xyxy=(154,55,181,83)
horoscope-sign-text: ಅತಿ ಸಾಹಸದ ಚಟುವಟಿಕೆ ಬೇಡ. ಕುಟುಂಬದ ಹಣಕಾಸು ವ್ಯವಹಾರದಲ್ಲಿ ಎಚ್ಚರಿಕೆ. ಆರ್ಥಿಕ ಕೊರತೆ ಬಾಧಿಸದು. xyxy=(30,595,112,621)
bhashana-quote-2 xyxy=(410,1267,608,1364)
bhashana-col-3: ಆರ್.ಅಶೋಕ ಮಾತನಾಡಿ, ನ್ಯಾಯಾಂಗದ ವಿಚಾರ ಕುರಿತು ಸಚಿವರು ನೀಡಿದ ಹೇಳಿಕೆ ಖಂಡನೀಯ. ರಾಜ್ಯಪಾಲರನ್ನು ಕಾಂಗ್ರೆಸ್ ಅವಮಾನಿಸಿದೆ. ಈ ಕುರಿತು ಹೋರಾಟ ರೂಪಿಸಲಾಗುವುದು ಎಂದರು. xyxy=(410,1368,608,1397)
lead-quote-by: ■ ಸಿಂಧ್ಯಾ.ಎಸ್.ಎನ್, ಡಿಡಿ, ಸಮಾಜ ಕಲ್ಯಾಣ ಇಲಾಖೆ xyxy=(426,220,548,228)
bhashana-col-1 xyxy=(208,1186,404,1444)
first-last-story xyxy=(616,1154,766,1354)
horoscope-sign-text: ಕಾರ್ಯಕ್ಷೇತ್ರದಲ್ಲಿ ಕೆಲವು ಸವಾಲು ಎದುರಿಸುವಿರಿ. ಆತ್ಮೀಯರಿಂದ ಸಹಕಾರ ದೊರೆಯಲಿದೆ. xyxy=(30,677,112,704)
row-rule-3 xyxy=(206,946,920,947)
lead-story xyxy=(30,90,567,365)
lead-body-col-2 xyxy=(206,256,296,362)
goonda-headline: ಗೂಂಡಾಗಿರಿ ಪ್ರದರ್ಶನ ಅಸಾಂವಿಧಾನಿಕ: ಛಲವಾದಿ xyxy=(616,951,797,965)
horoscope-sign-name: ತುಲಾ xyxy=(126,534,143,544)
age-relaxation-story xyxy=(30,1254,200,1444)
bhashana-subhead: ರಾಜ್ಯಪಾಲರ ವಿರುದ್ಧ ಕಾಂಗ್ರೆಸ್ ಆಕ್ರೋಶ xyxy=(208,1276,309,1286)
tobacco-para-2: ಫೆಬ್ರವರಿಯಲ್ಲಿ ಕೇಂದ್ರ, ರಾಜ್ಯ ಸರ್ಕಾರದ ಬಜೆಟ್ ಮಂಡನೆಯಾಗಲಿದೆ. 2026-27ನೇ ಸಾಲಿನ ಬಜೆಟ್ ನಲ್ಲಿ ತಂಬಾಕು ಉತ್ಪನ್ನಗಳ ಮೇಲೆ ಹೆಚ್ಚಿನ ತೆರಿಗೆ ವಿಧಿಸುವ ಸಾಧ್ಯತೆ ಇದೆ ಎನ್ನುವ ಮಾಹಿತಿ ಹರಿದಾಡುತ್ತಿದ್ದಂತೆ ಡೀಲರ್‌ಗಳು ಗೋದಾಮಿನಲ್ಲಿ ದಾಸ್ತಾನು ಮಾಡಿದ್ದಾರೆ. xyxy=(208,509,388,548)
masthead xyxy=(0,0,945,90)
horoscope-sign xyxy=(116,617,200,654)
horoscope-right-column xyxy=(116,534,200,774)
lead-quote-text: ಹಾಸ್ಟೆಲ್ ಹೊಡೆಗೋಡೆಗಳು ಗಟ್ಟಿಯಿಲ್ಲ ಎಂಬುದು ನನ್ನ ಗಮನಕ್ಕೂ ಬಂದಿದೆ. ಇದೇ ಕಟ್ಟಡದಲ್ಲಿ ಮಕ್ಕಳಿಗೆ ತೊಂದರೆ ಆಗದಂತೆ ಕ್ರಮ ವಹಿಸಲಾಗುವುದು. ಶೀಘ್ರ ಹೊಸ ಕಟ್ಟಡ ನಿರ್ಮಾಣಕ್ಕೆ ಪ್ರಸ್ತಾವನೆ ಸಲ್ಲಿಸಲಾಗಿದೆ. xyxy=(426,134,566,172)
ed-headline-2: ರೂ. ಮೌಲ್ಯದ ಆಸ್ತಿ ಜಪ್ತಿ xyxy=(745,391,858,407)
tobacco-kicker: ಬಜೆಟ್ ದೂರಾಲೋಚನೆ: ಜಿಲ್ಲೆಯಲ್ಲಿ ತಂಬಾಕು ಉತ್ಪನ್ನಗಳ ಬೆಲೆ ದುಬಾರಿ xyxy=(317,374,632,390)
vijayendra-col-2: ಕೇಂದ್ರ ಸರ್ಕಾರದ ವಿರುದ್ಧ ಸುಳ್ಳು ಆರೋಪ ಮಾಡಲು ಸದನದ ಸಮಯ ವ್ಯರ್ಥ ಮಾಡಲಾಗುತ್ತಿದೆ. ರೈತರ ಸಮಸ್ಯೆ, ಅಭಿವೃದ್ಧಿ ವಿಚಾರಗಳ ಬಗ್ಗೆ ಚರ್ಚೆ ನಡೆಯಬೇಕಿತ್ತು. ಆದರೆ ಕಾಂಗ್ರೆಸ್ ಸರ್ಕಾರ ಅದಕ್ಕೆ ಅವಕಾಶ ನೀಡುತ್ತಿಲ್ಲ. ಮುಖ್ಯಮಂತ್ರಿಗಳು ಜನರ ಕ್ಷಮೆ ಯಾಚಿಸಬೇಕು ಎಂದು ಒತ್ತಾಯಿಸಿದರು. xyxy=(343,980,473,1037)
kidi-text-3: - ಕಷ್ಟದಲ್ಲೂ ಕೈ ಬಿಡದೆ ಇಷ್ಟವಿಲ್ಲದೆ ಬಿಟ್ಟು ಕೊಡುವುದಿಲ್ಲ ಕೊಟ್ಟಿದ್ದೇವೆ ಅಂತ ಮೊದಲು ಹೇಳಿ! xyxy=(34,455,196,474)
horoscope-sign xyxy=(116,534,200,571)
goonda-story xyxy=(616,950,920,1138)
pooja-box-title: ಜಗದಂಬೆ ವಾಗ್ದೇವಿಗೆ ಸಮರ್ಪಿತ ತಾಣವಿದು xyxy=(345,796,469,806)
goonda-quote-text: ರಾಜ್ಯಪಾಲರು ಈ ರೀತಿ ತನ್ನ ಭಾಷಣವನ್ನು ಪೂರ್ಣ ಓದದೆ ಕೇವಲ ಎರಡು ಸಾಲು ಓದಿ ಹೋಗಿರುವುದು ಸರಿಯಲ್ಲ. ಇದು ಪ್ರಜಾಪ್ರಭುತ್ವಕ್ಕೆ ಮಾಡಿದ ಅವಮಾನ. xyxy=(798,970,920,1008)
maoist-headline-1: ಮಾವೋ ನಾಯಕ xyxy=(76,1075,154,1091)
bhashana-quote-2-text: ಕೇಂದ್ರದ ಯೋಜನೆಗಳ ಬಗ್ಗೆ ಹೇಳಿದ ವಿಷಯ ಸುಳ್ಳು. ಅದನ್ನು ರಾಜ್ಯಪಾಲರು ಓದಬೇಕು ಎಂದು ನಿರೀಕ್ಷಿಸುವುದು ಸರಿಯಲ್ಲ. ಸರ್ಕಾರ ಸಂವಿಧಾನ ಗೌರವಿಸಬೇಕು. xyxy=(440,1276,608,1305)
tobacco-quote-by: ■ ಎಂ.ಡಿ.ಆನಂದ್, ಅಧ್ಯಕ್ಷ, ನಾಗರ ವ್ಯಾಪಾರಿಗಳ ಸಂಘ xyxy=(590,540,713,548)
zodiac-icon: ● xyxy=(116,534,124,544)
issue-city: ಮಂಗಳೂರು xyxy=(870,67,900,76)
tobacco-body-col-3 xyxy=(560,572,741,760)
tobacco-body-col-1 xyxy=(208,460,388,760)
pooja-body: ಪುಟ 0■ ಧಾರ್ ಜಿಲ್ಲೆಯ ಭೋಜಶಾಲಾ ಸಂಕೀರ್ಣದಲ್ಲಿ ವಸಂತ ಪಂಚಮಿಯಂದು ಪೂಜೆ ಹಾಗೂ ಶುಕ್ರವಾರದ ನಮಾಜ್‌ಗೆ ಪ್ರತ್ಯೇಕ ಸಮಯ ನಿಗದಿ ಮಾಡಿ ಸುಪ್ರೀಂ ಕೋರ್ಟ್ ಆದೇಶ ನೀಡಿದೆ. ಎರಡೂ ಸಮುದಾಯಗಳು ಶಾಂತಿ ಕಾಪಾಡಬೇಕು ಎಂದು ನ್ಯಾಯಾಲಯ ಸೂಚಿಸಿದೆ. ಸ್ಥಳದಲ್ಲಿ ಬಿಗಿ ಪೊಲೀಸ್ ಬಂದೋಬಸ್ತ್ ಏರ್ಪಡಿಸಲಾಗಿದೆ. ಜಿಲ್ಲಾಡಳಿತ ಎಲ್ಲ ರೀತಿಯ ಸಿದ್ಧತೆ ಮಾಡಿಕೊಂಡಿದೆ. xyxy=(208,792,334,869)
tobacco-byline: ■ ವಾಗೀಶ್ ನಗರ xyxy=(208,446,253,455)
first-last-headline-1: ಮೊದಲ, ಕೊನೆ ವಾಕ್ಯ ಮಾತ್ರ xyxy=(616,1155,713,1167)
horoscope-sign xyxy=(30,584,112,621)
kidi-title-2: ನುಡಿ xyxy=(70,390,101,414)
lead-body-col-1 xyxy=(30,144,200,362)
